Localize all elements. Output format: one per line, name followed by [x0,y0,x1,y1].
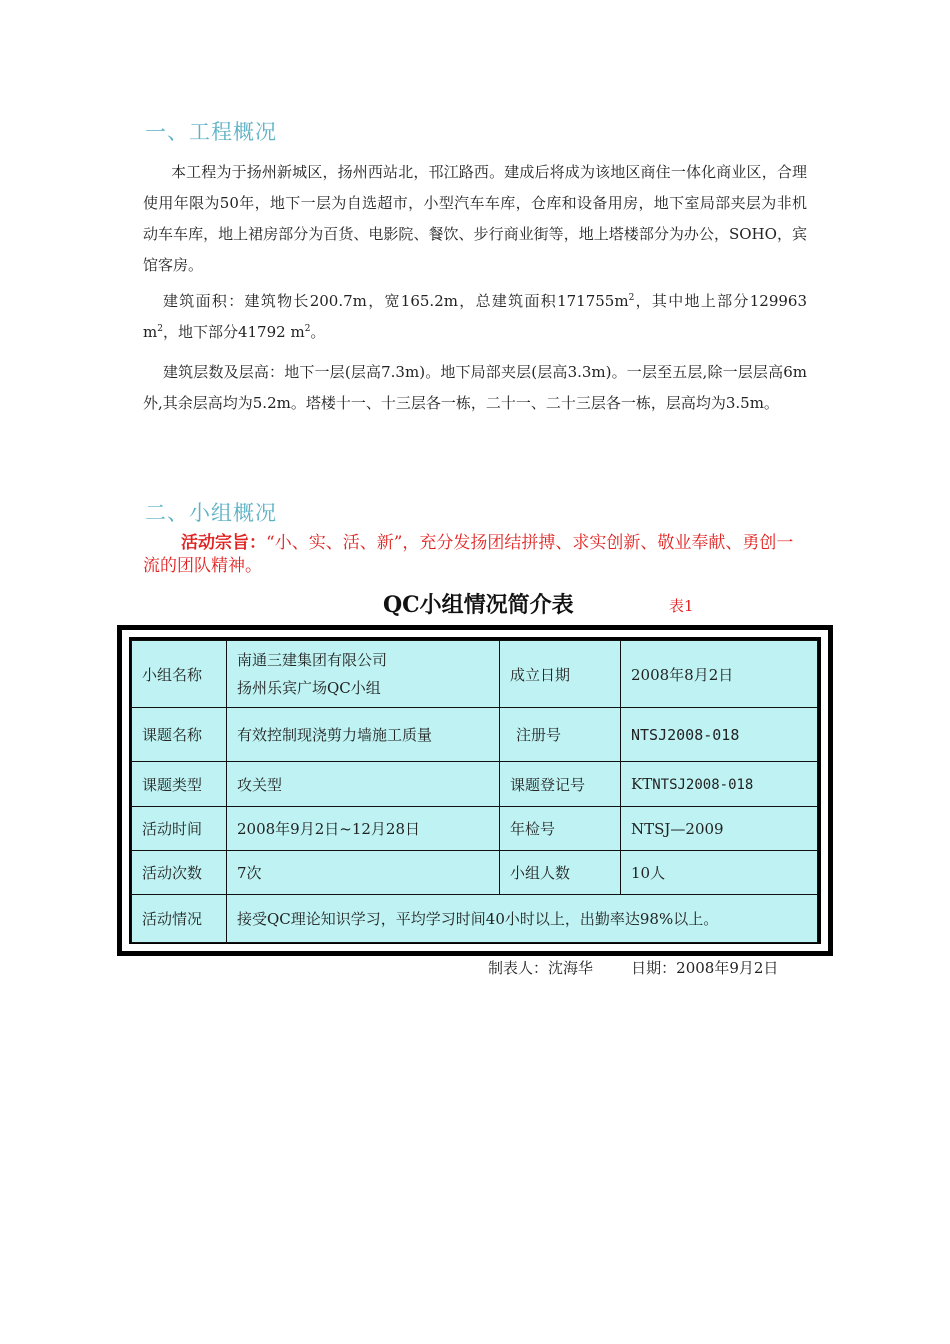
cell-value: 2008年9月2日~12月28日 [227,807,500,851]
purpose-text: “小、实、活、新”，充分发扬团结拼搏、求实创新、敬业奉献、勇创一流的团队精神。 [143,533,794,576]
cell-label: 课题名称 [132,708,227,762]
cell-label: 注册号 [500,708,621,762]
table-title: QC小组情况简介表 [383,592,574,618]
table-footer [488,957,778,978]
reg-prefix: KT [631,775,653,793]
paragraph-project-intro: 本工程为于扬州新城区，扬州西站北，邗江路西。建成后将成为该地区商住一体化商业区，合理使用年限为50年，地下一层为自选超市，小型汽车车库，仓库和设备用房，地下室局部夹层为非机动车车库，地上裙房部分为百货、电影院、餐饮、步行商业街等，地上塔楼部分为办公，SOHO，宾馆客房。 [143,163,807,274]
area-text-a: 建筑面积：建筑物长200.7m，宽165.2m，总建筑面积171755m [163,292,629,310]
cell-label: 活动时间 [132,807,227,851]
table-row [132,762,818,807]
cell-value: 7次 [227,851,500,895]
table-number: 表1 [669,597,694,615]
area-text-b: ，其中地上部分129963 m [143,292,807,341]
table-row [132,807,818,851]
superscript-2: 2 [304,324,311,334]
cell-label: 小组名称 [132,641,227,708]
table-row [132,641,818,708]
cell-value: NTSJ—2009 [621,807,818,851]
table-row [132,708,818,762]
table-row [132,851,818,895]
cell-value: 接受QC理论知识学习，平均学习时间40小时以上，出勤率达98%以上。 [227,895,818,943]
qc-group-info-table [131,640,818,943]
paragraph-building-area [143,286,807,348]
cell-value: 攻关型 [227,762,500,807]
superscript-2: 2 [628,293,635,303]
paragraph-floor-heights: 建筑层数及层高：地下一层(层高7.3m)。地下局部夹层(层高3.3m)。一层至五层,除一层层高6m外,其余层高均为5.2m。塔楼十一、十三层各一栋，二十一、二十三层各一栋，层高均为3.5m。 [143,363,807,412]
group-name-line2: 扬州乐宾广场QC小组 [237,679,381,697]
cell-label: 课题类型 [132,762,227,807]
group-name-line1: 南通三建集团有限公司 [237,651,388,669]
cell-label: 活动次数 [132,851,227,895]
cell-value: 10人 [621,851,818,895]
cell-value: 2008年8月2日 [621,641,818,708]
table-row [132,895,818,943]
section-heading-overview: 一、工程概况 [145,120,277,144]
cell-label: 活动情况 [132,895,227,943]
superscript-2: 2 [157,324,163,334]
table-maker: 制表人：沈海华 [488,959,594,977]
table-date: 日期：2008年9月2日 [631,959,779,977]
area-text-c: ，地下部分41792 m [162,323,305,341]
cell-value [621,762,818,807]
section-heading-group: 二、小组概况 [145,501,277,525]
cell-value: NTSJ2008-018 [621,708,818,762]
activity-purpose [143,532,807,578]
cell-label: 小组人数 [500,851,621,895]
reg-code: NTSJ2008-018 [652,777,754,793]
cell-label: 课题登记号 [500,762,621,807]
cell-label: 成立日期 [500,641,621,708]
cell-label: 年检号 [500,807,621,851]
purpose-label: 活动宗旨： [181,533,266,553]
cell-value [227,641,500,708]
area-text-d: 。 [310,323,326,341]
cell-value: 有效控制现浇剪力墙施工质量 [227,708,500,762]
